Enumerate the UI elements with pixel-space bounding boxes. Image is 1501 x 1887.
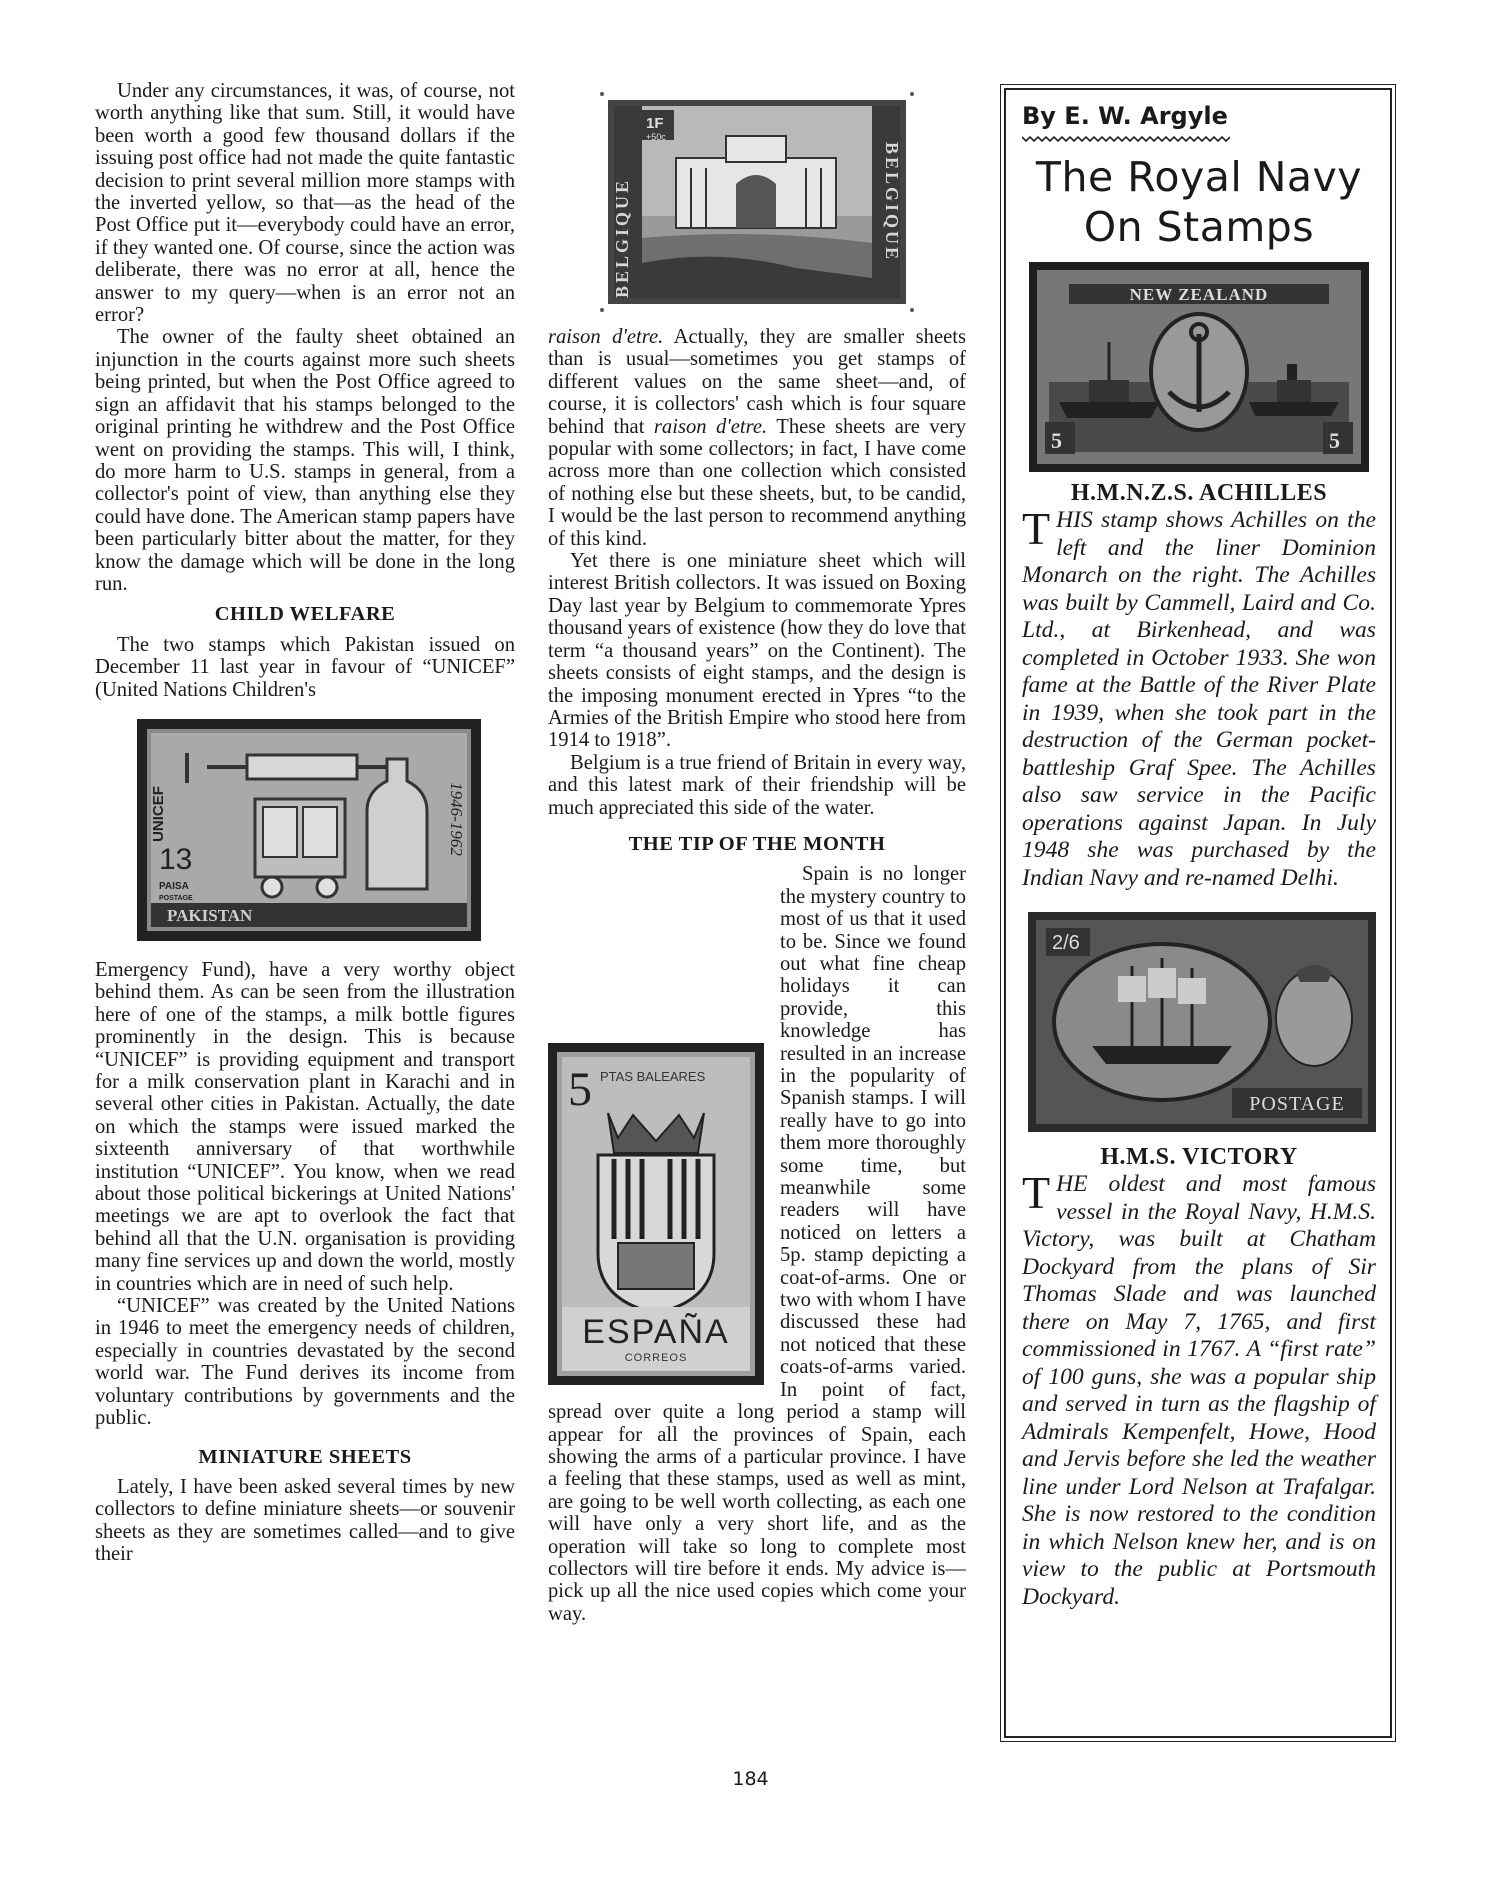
column-middle [548, 80, 966, 1625]
wavy-rule [1022, 135, 1230, 143]
stamp-left-text: BELGIQUE [612, 177, 632, 299]
paragraph: The two stamps which Pakistan issued on December 11 last year in favour of “UNICEF” (United Nations Children's [95, 633, 515, 701]
stamp-label: POSTAGE [1249, 1093, 1345, 1115]
italic-term: raison d'etre. [548, 326, 664, 348]
drop-cap: T [1022, 1167, 1051, 1218]
stamp-value: 2/6 [1052, 932, 1080, 954]
caption-victory [1022, 1167, 1376, 1611]
sidebar-title-line2: On Stamps [1083, 203, 1315, 251]
stamp-country: NEW ZEALAND [1129, 285, 1269, 304]
text-run: Actually, they are smaller sheets than is usual—sometimes you get stamps of different values on the same sheet—and, of course, it is collectors' cash which is four square behind that [548, 326, 966, 438]
section-heading-child-welfare: CHILD WELFARE [214, 603, 396, 626]
sidebar-title-line1: The Royal Navy [1035, 153, 1363, 201]
text-run: HE oldest and most famous vessel in the Royal Navy, H.M.S. Victory, was built at Chatham Dockyard from the plans of Sir Thomas Slade and was launched there on May 7, 1765, and first commissioned in 1767. A “first rate” of 100 guns, she was a popular ship and served in turn as the flagship of Admirals Kempenfelt, Howe, Hood and Jervis before she led the weather line under Lord Nelson at Trafalgar. She is now restored to the condition in which Nelson knew her, and is on view to the public at Portsmouth Dockyard. [1022, 1171, 1376, 1610]
stamp-value: 5 [568, 1063, 592, 1117]
sidebar-box [1004, 88, 1392, 1738]
stamp-value-surcharge: +50c [646, 132, 666, 142]
stamp-value: 1F [646, 115, 664, 132]
caption-achilles [1022, 503, 1376, 892]
stamp-country: ESPAÑA [582, 1313, 730, 1352]
paragraph: Belgium is a true friend of Britain in every way, and this latest mark of their friendship will be much appreciated this side of the water. [548, 751, 966, 819]
text-run: HIS stamp shows Achilles on the left and the liner Dominion Monarch on the right. The Achilles was built by Cammell, Laird and Co. Ltd., at Birkenhead, and was completed in October 1933. She won fame at the Battle of the River Plate in 1939, when she took part in the destruction of the German pocket-battleship Graf Spee. The Achilles also saw service in the Pacific operations against Japan. In July 1948 she was purchased by the Indian Navy and re-named Delhi. [1022, 507, 1376, 891]
belgium-ypres-stamp [596, 88, 918, 316]
stamp-unit: PAISA [159, 880, 189, 892]
gb-victory-stamp [1022, 906, 1382, 1138]
stamp-country: PAKISTAN [167, 905, 253, 925]
caption-title-victory: H.M.S. VICTORY [1100, 1144, 1298, 1170]
paragraph: Emergency Fund), have a very worthy object behind them. As can be seen from the illustration here of one of the stamps, a milk bottle figures prominently in the design. This is because “UNICEF” is providing equipment and transport for a milk conservation plant in Karachi and in several other cities in Pakistan. Actually, the date on which the stamps were issued marked the sixteenth anniversary of that worthwhile institution “UNICEF”. You know, when we read about those political bickerings at United Nations' meetings we are apt to overlook the fact that behind all that the U.N. organisation is providing many fine services up and down the world, mostly in countries which are in need of such help. [95, 958, 515, 1295]
stamp-left-text: UNICEF [150, 786, 167, 842]
column-left [95, 80, 515, 1566]
paragraph [548, 863, 966, 1625]
stamp-sub: CORREOS [624, 1352, 688, 1365]
italic-term: raison d'etre. [653, 415, 768, 438]
paragraph: Under any circumstances, it was, of course, not worth anything like that sum. Still, it would have been worth a good few thousand dollars if the issuing post office had not made the quite fantastic decision to print several million more stamps with the inverted yellow, so that—as the head of the Post Office put it—everybody could have an error, if they wanted one. Of course, since the action was deliberate, there was no error at all, hence the answer to my query—when is an error not an error? [95, 80, 515, 327]
paragraph: Lately, I have been asked several times by new collectors to define miniature sheets—or souvenir sheets as they are sometimes called—and to give their [95, 1475, 515, 1566]
paragraph: “UNICEF” was created by the United Nations in 1946 to meet the emergency needs of children, especially in countries devastated by the second world war. The Fund derives its income from voluntary contributions by governments and the public. [95, 1295, 515, 1430]
stamp-value-left: 5 [1051, 428, 1062, 453]
paragraph: The owner of the faulty sheet obtained an injunction in the courts against more such sheets being printed, but when the Post Office agreed to sign an affidavit that his stamps belonged to the original printing he withdrew and the Post Office went on providing the stamps. This will, I think, do more harm to U.S. stamps in general, from a collector's point of view, than anything else they could have done. The American stamp papers have been particularly bitter about the matter, for they know the damage which will be done in the long run. [95, 326, 515, 595]
spain-baleares-stamp [548, 1043, 764, 1385]
stamp-value: 13 [159, 842, 193, 876]
sidebar-title [1022, 152, 1376, 252]
text-run: Spain is no longer the mystery country to most of us that it used to be. Since we found out what fine cheap holidays it can provide, this knowledge has resulted in an increase in the popularity of Spanish stamps. I will really have to go into them more thoroughly some time, but meanwhile some readers will have noticed on letters a 5p. stamp depicting a coat-of-arms. One or two with whom I have discussed these had not noticed that these coats-of-arms varied. In point of fact, spread over quite a long period a stamp will appear for all the provinces of Spain, each showing the arms of a particular province. I have a feeling that these stamps, used as well as mint, are going to be well worth collecting, as each one will have only a very short life, and as the operation will take so long to complete most collectors will tire before it ends. My advice is—pick up all the nice used copies which come your way. [548, 863, 966, 1625]
paragraph [548, 326, 966, 550]
section-heading-tip-of-month: THE TIP OF THE MONTH [628, 832, 886, 855]
spain-section [548, 863, 966, 1625]
page-number: 184 [732, 1768, 769, 1790]
stamp-year-text: 1946-1962 [447, 782, 466, 856]
stamp-right-text: BELGIQUE [882, 141, 902, 263]
stamp-value-right: 5 [1329, 428, 1340, 453]
caption-title-achilles: H.M.N.Z.S. ACHILLES [1070, 480, 1328, 506]
text-run: These sheets are very popular with some collectors; in fact, I have come across more than one collection which consisted of nothing else but these sheets, but, to be candid, I would be the last person to recommend anything of this kind. [548, 415, 966, 550]
byline: By E. W. Argyle [1022, 102, 1228, 130]
stamp-top-text: PTAS BALEARES [600, 1069, 706, 1085]
drop-cap: T [1022, 503, 1051, 554]
section-heading-miniature-sheets: MINIATURE SHEETS [198, 1445, 412, 1468]
paragraph: Yet there is one miniature sheet which will interest British collectors. It was issued on Boxing Day last year by Belgium to commemorate Ypres thousand years of existence (how they do love that term “a thousand years” on the Continent). The sheets consists of eight stamps, and the design is the imposing monument erected in Ypres “to the Armies of the British Empire who stood here from 1914 to 1918”. [548, 550, 966, 752]
new-zealand-achilles-stamp [1029, 262, 1369, 472]
pakistan-unicef-stamp [137, 719, 481, 941]
stamp-unit2: POSTAGE [159, 894, 193, 902]
